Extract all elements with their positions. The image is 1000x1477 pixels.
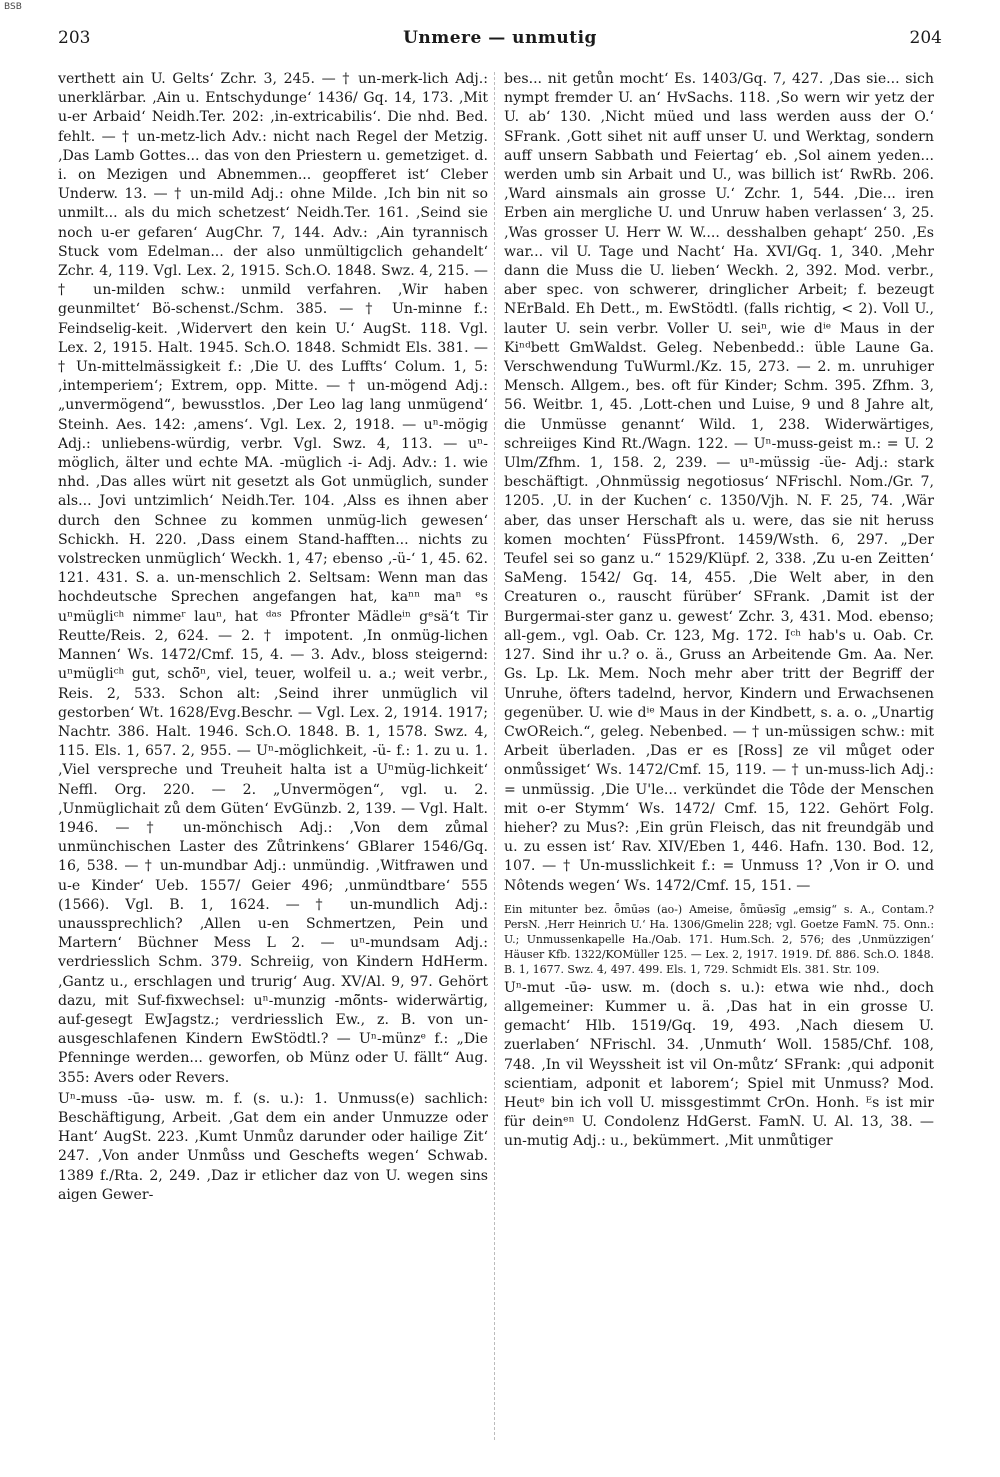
left-column-text: verthett ain U. Gelts‘ Zchr. 3, 245. — † un-merk-lich Adj.: unerklärbar. ‚Ain u. Entschydunge‘ 1436/ Gq. 14, 173. ‚Mit u-er Arbaid‘ Neidh.Ter. 202: ‚in-extricabilis‘. Die nhd. Bed. fehlt. — † un-metz-lich Adv.: nicht nach Regel der Metzig. ‚Das Lamb Gottes... das von den Priestern u. gemetziget. d. i. on Mezigen und Abnemmen... geopfferet ist‘ Cleber Underw. 13. — † un-mild Adj.: ohne Milde. ‚Ich bin nit so unmilt... als du mich schetzest‘ Neidh.Ter. 161. ‚Seind sie noch u-er gefaren‘ AugChr. 7, 144. Adv.: ‚Ain tyrannisch Stuck vom Edelman... der also unmültigclich gehandelt‘ Zchr. 4, 119. Vgl. Lex. 2, 1915. Sch.O. 1848. Swz. 4, 215. — † un-milden schw.: unmild verfahren. ‚Wir haben geunmiltet‘ Bö-schenst./Schm. 385. — † Un-minne f.: Feindselig-keit. ‚Widervert den kein U.‘ AugSt. 118. Vgl. Lex. 2, 1915. Halt. 1945. Sch.O. 1848. Schmidt Els. 381. — † Un-mittelmässigkeit f.: ‚Die U. des Luffts‘ Colum. 1, 5: ‚intemperiem‘; Extrem, opp. Mitte. — † un-mögend Adj.: „unvermögend“, bewusstlos. ‚Der Leo lag lang unmügend‘ Steinh. Aes. 142: ‚amens‘. Vgl. Lex. 2, 1918. — uⁿ-mögig Adj.: unliebens-würdig, verbr. Vgl. Swz. 4, 113. — uⁿ-möglich, älter und echte MA. -müglich -i- Adj. Adv.: 1. wie nhd. ‚Das alles würt nit gesetzt als Got unmüglich, sunder als... Jovi untzimlich‘ Neidh.Ter. 104. ‚Alss es ihnen aber durch den Schnee zu kommen unmüg-lich gewesen‘ Schickh. H. 220. ‚Dass einem Stand-hafften... nichts zu volstrecken unmüglich‘ Weckh. 1, 47; ebenso ‚-ü-‘ 1, 45. 62. 121. 431. S. a. un-menschlich 2. Seltsam: Wenn man das hochdeutsche Sprechen angefangen hat, kaⁿⁿ maⁿ ᵉs uⁿmügliᶜʰ nimmeʳ lauⁿ, hat ᵈᵃˢ Pfronter Mädleⁱⁿ gᵉsä‘t Tir Reutte/Reis. 2, 624. — 2. † impotent. ‚In onmüg-lichen Mannen‘ Ws. 1472/Cmf. 15, 4. — 3. Adv., bloss steigernd: uⁿmügliᶜʰ gut, schö̃ⁿ, viel, teuer, wolfeil u. a.; weit verbr., Reis. 2, 533. Schon alt: ‚Seind ihrer unmüglich vil gestorben‘ Wt. 1628/Evg.Beschr. — Vgl. Lex. 2, 1914. 1917; Nachtr. 386. Halt. 1946. Sch.O. 1848. B. 1, 1578. Swz. 4, 115. Els. 1, 657. 2, 955. — Uⁿ-möglichkeit, -ü- f.: 1. zu u. 1. ‚Viel verspreche und Treuheit halta ist a Uⁿmüg-lichkeit‘ Neffl. Org. 220. — 2. „Unvermögen“, vgl. u. 2. ‚Unmüglichait zů dem Güten‘ EvGünzb. 2, 139. — Vgl. Halt. 1946. — † un-mönchisch Adj.: ‚Von dem zůmal unmünchischen Laster des Zůtrinkens‘ GBlarer 1546/Gq. 16, 538. — † un-mundbar Adj.: unmündig. ‚Witfrawen und u-e Kinder‘ Ueb. 1557/ Geier 496; ‚unmündtbare‘ 555 (1566). Vgl. B. 1, 1624. — † un-mundlich Adj.: unaussprechlich? ‚Allen u-en Schmertzen, Pein und Martern‘ Büchner Mess L 2. — uⁿ-mundsam Adj.: verdriesslich Schm. 379. Schreiig, von Kindern HdHerm. ‚Gantz u., erschlagen und trurig‘ Aug. XV/Al. 9, 97. Gehört dazu, mit Suf-fixwechsel: uⁿ-munzig -mõ̃nts- widerwärtig, auf-gesegt EwJagstz.; verdriesslich Ew., z. B. von un-ausgeschlafenen Kindern EwStödtl.? — Uⁿ-münzᵉ f.: „Die Pfenninge werden... geworfen, ob Münz oder U. fällt“ Aug. 355: Avers oder Revers. <box>58 71 488 1086</box>
page-number-right: 204 <box>909 28 942 48</box>
library-stamp: BSB <box>4 2 22 12</box>
left-column <box>58 70 488 1205</box>
page-header <box>58 28 942 56</box>
footnote-text: Ein mitunter bez. ȭmūəs (ao-) Ameise, ȭmūəsīg „emsig“ s. A., Contam.? PersN. ‚Herr Heinrich U.‘ Ha. 1306/Gmelin 228; vgl. Goetze FamN. 75. Onn.: U.; Unmussenkapelle Ha./Oab. 171. Hum.Sch. 2, 576; des ‚Unmüzzigen‘ Häuser Kfb. 1322/KOMüller 125. — Lex. 2, 1917. 1919. Df. 886. Sch.O. 1848. B. 1, 1677. Swz. 4, 497. 499. Els. 1, 729. Schmidt Els. 381. Str. 109. <box>504 902 934 976</box>
entry-unmut: Uⁿ-mut -ūə- usw. m. (doch s. u.): etwa wie nhd., doch allgemeiner: Kummer u. ä. ‚Das hat in ein grosse U. gemacht‘ Hlb. 1519/Gq. 19, 493. ‚Nach diesem U. zuerlaben‘ NFrischl. 34. ‚Unmuth‘ Woll. 1585/Chf. 108, 748. ‚In vil Weyssheit ist vil On-můtz‘ SFrank: ‚qui adponit scientiam, adponit et laborem‘; Spiel mit Unmuss? Mod. Heutᵉ bin ich voll U. missgestimmt CrOn. Honh. ᴱs ist mir für deinᵉⁿ U. Condolenz HdGerst. FamN. U. Al. 13, 38. — un-mutig Adj.: u., bekümmert. ‚Mit unmůtiger <box>504 979 934 1150</box>
right-column-text: bes... nit getůn mocht‘ Es. 1403/Gq. 7, 427. ‚Das sie... sich nympt fremder U. an‘ HvSachs. 118. ‚So wern wir yetz der U. ab‘ 130. ‚Nicht müed und lass werden auss der O.‘ SFrank. ‚Gott sihet nit auff unser U. und Werktag, sondern auff unsern Sabbath und Feiertag‘ eb. ‚Sol ainem yeden... werden umb sin Arbait und U., was billich ist‘ RwRb. 206. ‚Ward ainsmals ain grosse U.‘ Zchr. 1, 544. ‚Die... iren Erben ain mergliche U. und Unruw haben verlassen‘ 3, 25. ‚Was grosser U. Herr W. W.... desshalben gehapt‘ 250. ‚Es war... vil U. Tage und Nacht‘ Ha. XVI/Gq. 1, 340. ‚Mehr dann die Muss die U. lieben‘ Weckh. 2, 392. Mod. verbr., aber spec. von schwerer, dringlicher Arbeit; f. bezeugt NErBald. Eh Dett., m. EwStödtl. (falls richtig, < 2). Voll U., lauter U. sein verbr. Voller U. seiⁿ, wie dⁱᵉ Maus in der Kiⁿᵈbett GmWaldst. Geleg. Nebenbedd.: üble Laune Ga. Verschwendung TuWurml./Kz. 15, 273. — 2. m. unruhiger Mensch. Allgem., bes. oft für Kinder; Schm. 395. Zfhm. 3, 56. Weitbr. 1, 45. ‚Lott-chen und Luise, 9 und 8 Jahre alt, die Unmüsse genannt‘ Wild. 1, 238. Widerwärtiges, schreiiges Kind Rt./Wagn. 122. — Uⁿ-muss-geist m.: = U. 2 Ulm/Zfhm. 1, 158. 2, 239. — uⁿ-müssig -üe- Adj.: stark beschäftigt. ‚Ohnmüssig negotiosus‘ NFrischl. Nom./Gr. 7, 1205. ‚U. in der Kuchen‘ c. 1350/Vjh. N. F. 25, 74. ‚Wär aber, das unser Herschaft als u. were, das sie nit heruss komen mochten‘ FüssPfront. 1459/Wsth. 6, 297. „Der Teufel sei so ganz u.“ 1529/Klüpf. 2, 338. ‚Zu u-en Zeitten‘ SaMeng. 1542/ Gq. 14, 455. ‚Die Welt aber, in den Creaturen o., rauscht fürüber‘ SFrank. ‚Damit ist der Burgermai-ster ganz u. gewest‘ Zchr. 3, 431. Mod. ebenso; all-gem., vgl. Oab. Cr. 123, Mg. 172. Iᶜʰ hab's u. Oab. Cr. 127. Sind ihr u.? o. ä., Gruss an Arbeitende Gm. Aa. Ner. Gs. Lp. Lk. Mem. Noch mehr aber tritt der Begriff der Unruhe, öfters tadelnd, hervor, Kindern und Erwachsenen gegenüber. U. wie dⁱᵉ Maus in der Kindbett, s. a. o. „Unartig CwOReich.“, geleg. Nebenbed. — † un-müssigen schw.: mit Arbeit überladen. ‚Das er es [Ross] ze vil můget oder onmůssiget‘ Ws. 1472/Cmf. 15, 119. — † un-muss-lich Adj.: = unmüssig. ‚Die U'le... verkündet die Tôde der Menschen mit o-er Stymm‘ Ws. 1472/ Cmf. 15, 122. Gehört Folg. hieher? zu Mus?: ‚Ein grün Fleisch, das nit freundgäb und u. zu essen ist‘ Rav. XIV/Eben 1, 446. Hafn. 130. Bod. 12, 107. — † Un-musslichkeit f.: = Unmuss 1? ‚Von ir O. und Nôtends wegen‘ Ws. 1472/Cmf. 15, 151. — <box>504 71 934 894</box>
page-title: Unmere — unmutig <box>403 28 597 48</box>
entry-unmuss: Uⁿ-muss -ūə- usw. m. f. (s. u.): 1. Unmuss(e) sachlich: Beschäftigung, Arbeit. ‚Gat dem ein ander Unmuzze oder Hant‘ AugSt. 223. ‚Kumt Unmůz darunder oder hailige Zit‘ 247. ‚Von ander Unmůss und Geschefts wegen‘ Schwab. 1389 f./Rta. 2, 249. ‚Daz ir etlicher daz von U. wegen sins aigen Gewer- <box>58 1090 488 1203</box>
page-number-left: 203 <box>58 28 91 48</box>
column-divider <box>494 72 495 1440</box>
right-column <box>504 70 934 1152</box>
